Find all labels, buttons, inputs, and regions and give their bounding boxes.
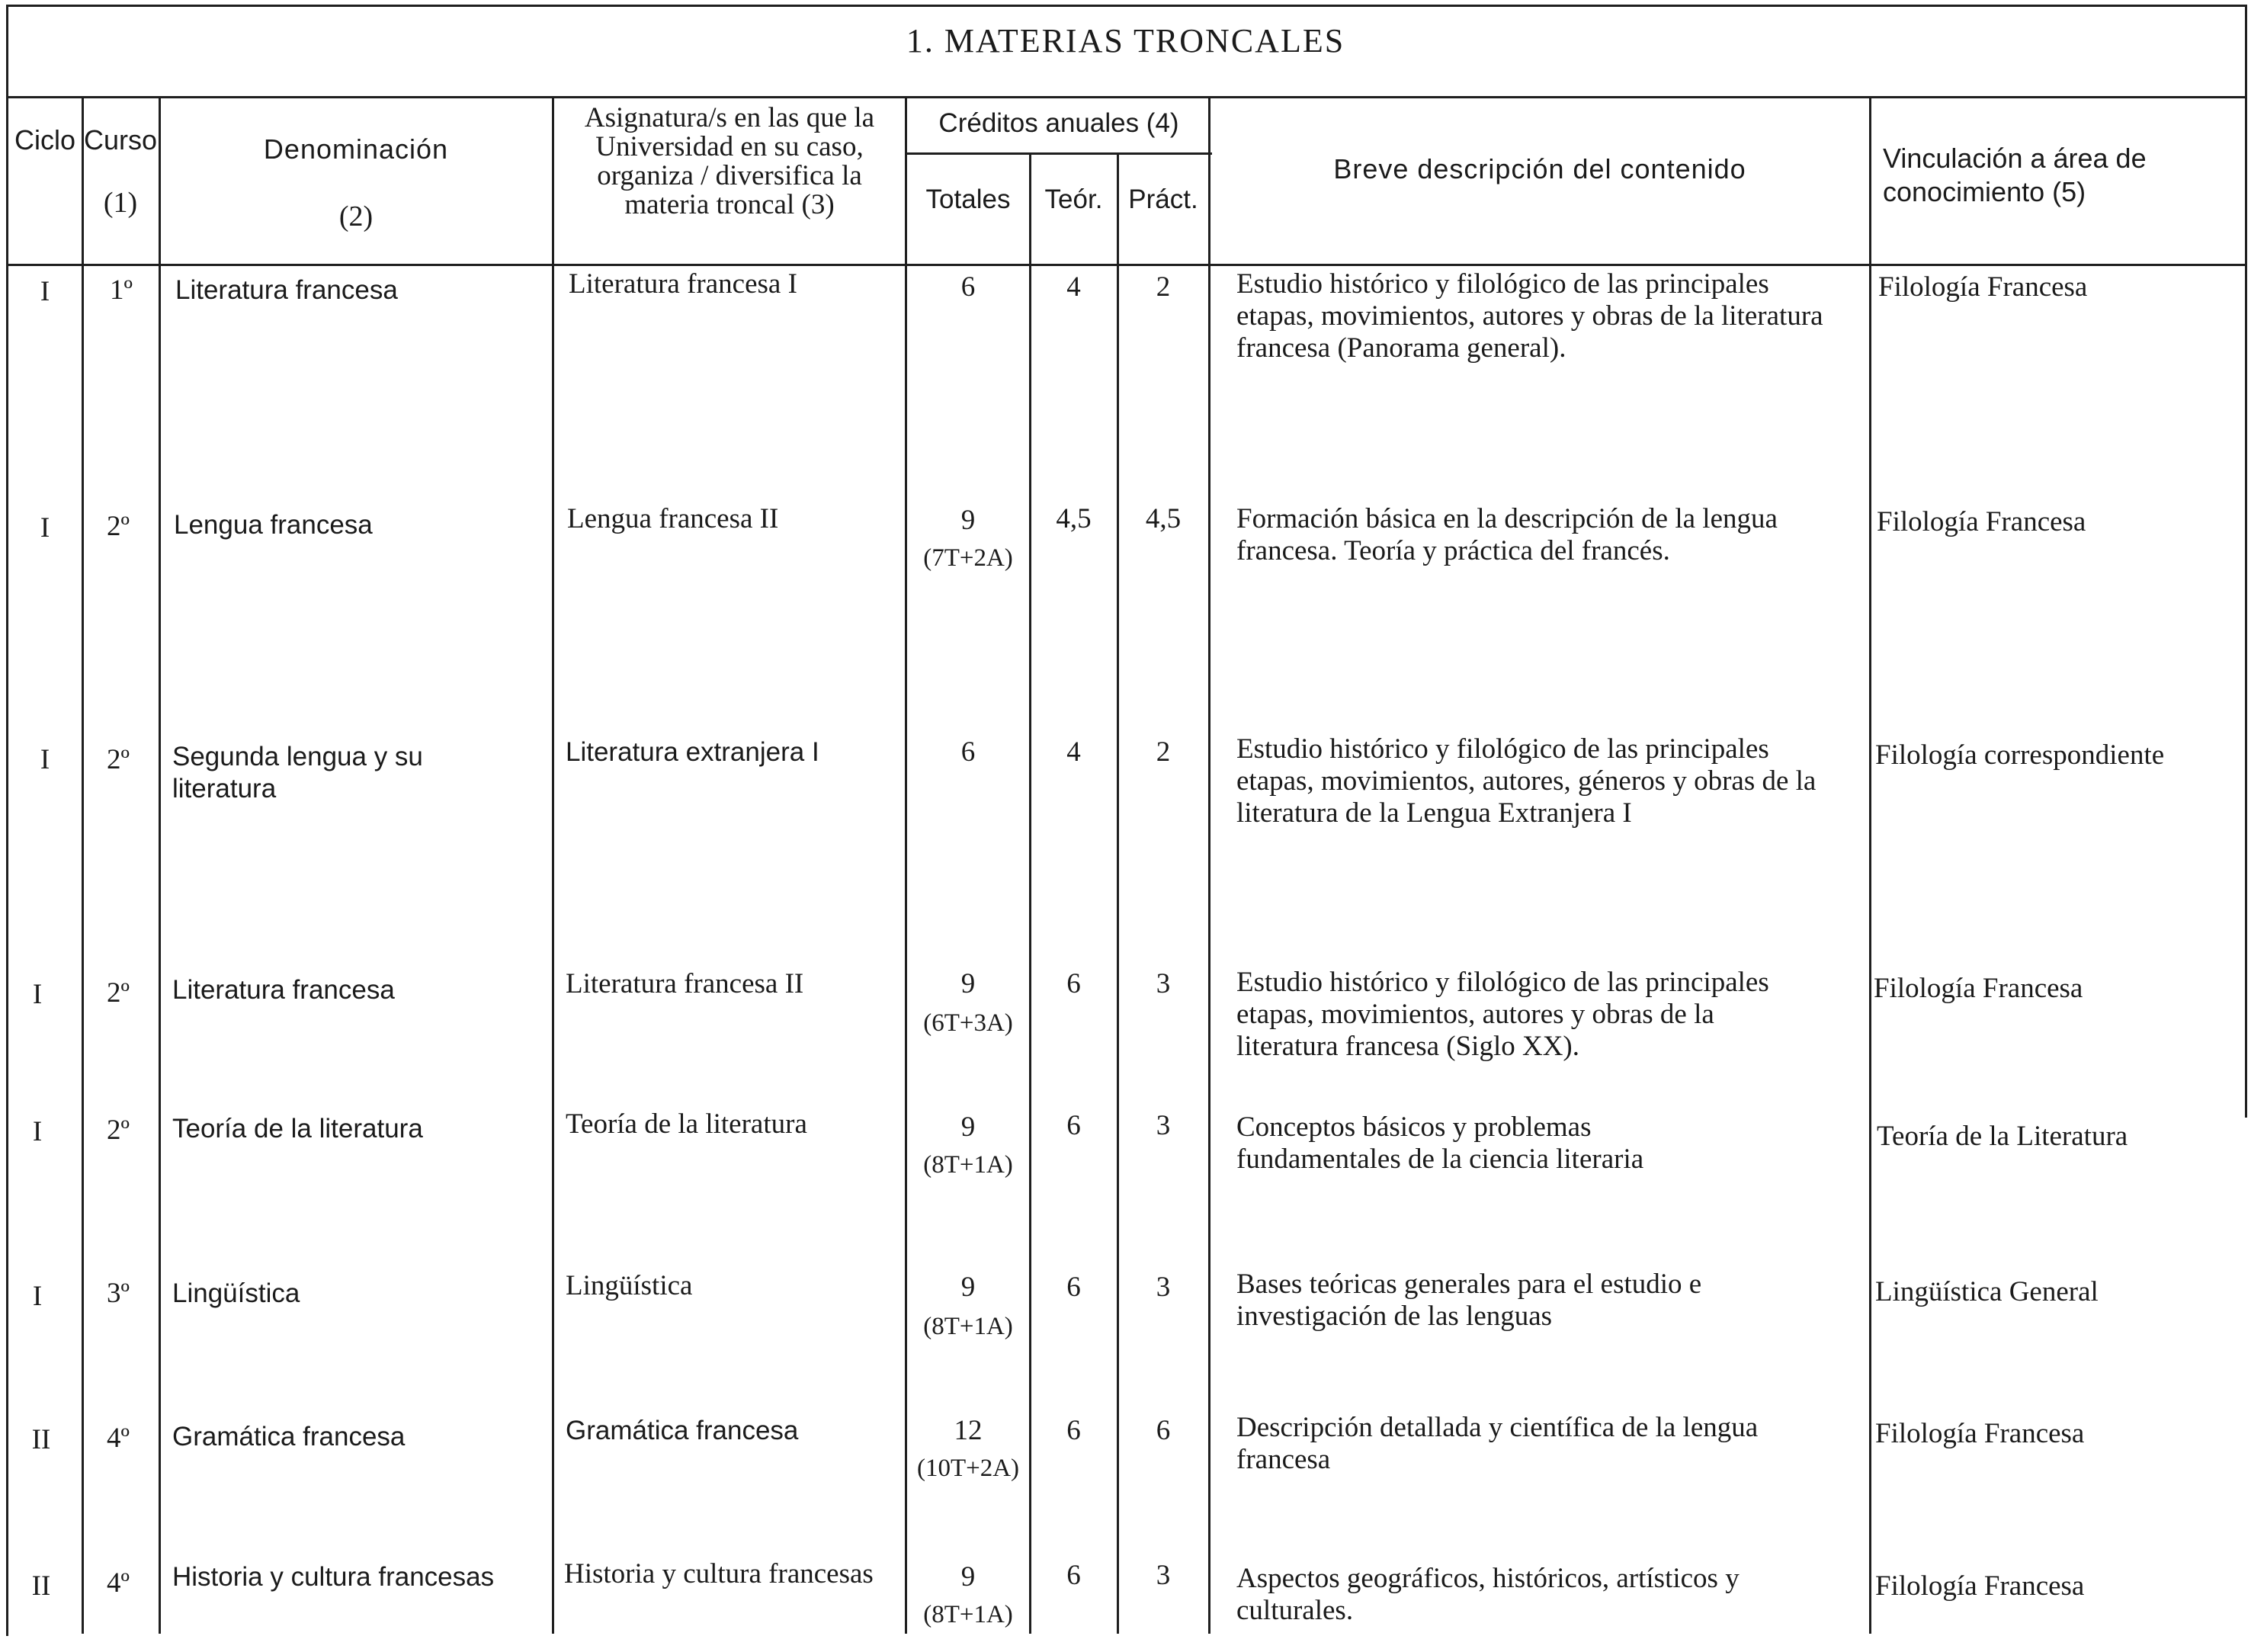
cell-teor: 4 [1066,736,1081,768]
right-border [2245,5,2247,1118]
cell-asignatura: Literatura francesa I [569,268,797,300]
cell-denominacion: Segunda lengua y su literatura [172,742,423,804]
header-creditos: Créditos anuales (4) [938,108,1179,138]
cell-pract: 3 [1156,1110,1171,1141]
cell-curso: 1º [110,274,133,306]
col-divider-pract [1208,98,1210,1634]
cell-curso: 3º [107,1278,130,1309]
header-ciclo: Ciclo [14,124,75,156]
cell-descripcion: Estudio histórico y filológico de las principales etapas, movimientos, autores y obras de la literatura francesa (Siglo XX). [1236,967,1769,1062]
cell-asignatura: Literatura francesa II [566,968,804,999]
cell-descripcion: Formación básica en la descripción de la lengua francesa. Teoría y práctica del francés. [1236,503,1778,566]
header-denominacion: Denominación [263,133,449,165]
cell-ciclo: I [40,276,50,307]
cell-totales-sub: (6T+3A) [923,1009,1013,1037]
header-vinculacion: Vinculación a área de conocimiento (5) [1883,143,2147,207]
cell-asignatura: Literatura extranjera I [566,737,819,767]
cell-ciclo: II [31,1424,51,1455]
page-title: 1. MATERIAS TRONCALES [906,22,1345,59]
cell-denominacion: Lengua francesa [174,510,373,540]
cell-teor: 6 [1066,968,1081,999]
cell-teor: 6 [1066,1415,1081,1446]
cell-asignatura: Lingüística [566,1270,693,1301]
cell-curso: 2º [107,744,130,775]
cell-totales: 9 [960,505,976,536]
cell-asignatura: Gramática francesa [566,1416,799,1445]
cell-totales: 9 [960,1561,976,1593]
cell-totales-sub: (8T+1A) [923,1313,1013,1340]
top-border [6,5,2247,7]
cell-denominacion: Literatura francesa [172,975,395,1005]
title-bottom-border [6,96,2247,98]
col-divider-totales [1029,152,1031,1634]
cell-totales: 9 [960,1111,976,1143]
cell-vinculacion: Lingüística General [1875,1276,2099,1307]
cell-totales: 6 [960,736,976,768]
cell-ciclo: I [40,512,50,544]
header-asignatura: Asignatura/s en las que la Universidad en su caso, organiza / diversifica la materia troncal (3) [584,102,875,220]
cell-vinculacion: Filología Francesa [1875,1418,2085,1449]
cell-denominacion: Teoría de la literatura [172,1114,423,1144]
creditos-subheader-border [906,152,1212,155]
col-divider-asignatura [905,98,907,1634]
cell-denominacion: Lingüística [172,1278,300,1308]
cell-vinculacion: Filología Francesa [1874,973,2083,1004]
cell-asignatura: Teoría de la literatura [566,1108,807,1140]
cell-descripcion: Bases teóricas generales para el estudio e investigación de las lenguas [1236,1269,1702,1332]
cell-totales: 9 [960,1272,976,1303]
cell-totales: 12 [954,1415,983,1446]
cell-totales-sub: (7T+2A) [923,544,1013,572]
header-totales: Totales [925,184,1011,214]
cell-teor: 6 [1066,1560,1081,1591]
cell-descripcion: Aspectos geográficos, históricos, artísticos y culturales. [1236,1563,1740,1626]
cell-vinculacion: Filología Francesa [1878,271,2088,303]
cell-denominacion: Historia y cultura francesas [172,1562,495,1592]
cell-totales: 9 [960,968,976,999]
col-divider-ciclo [82,98,84,1634]
cell-ciclo: I [40,744,50,775]
cell-pract: 3 [1156,1560,1171,1591]
cell-pract: 3 [1156,968,1171,999]
cell-curso: 2º [107,977,130,1009]
col-divider-descripcion [1869,98,1871,1634]
cell-denominacion: Literatura francesa [175,275,398,305]
cell-curso: 4º [107,1567,130,1599]
cell-totales-sub: (8T+1A) [923,1601,1013,1628]
header-pract: Práct. [1128,184,1198,214]
header-denominacion-note: (2) [338,200,374,233]
cell-pract: 4,5 [1145,503,1182,534]
header-teor: Teór. [1044,184,1103,214]
left-border [6,5,8,1636]
cell-curso: 2º [107,511,130,542]
col-divider-curso [159,98,161,1634]
cell-asignatura: Lengua francesa II [567,503,779,534]
cell-vinculacion: Filología Francesa [1877,506,2086,537]
cell-vinculacion: Filología correspondiente [1875,739,2165,771]
cell-descripcion: Conceptos básicos y problemas fundamentales de la ciencia literaria [1236,1111,1644,1175]
cell-denominacion: Gramática francesa [172,1422,406,1452]
header-curso: Curso [83,124,158,156]
cell-pract: 3 [1156,1272,1171,1303]
cell-ciclo: II [31,1570,51,1602]
cell-teor: 4 [1066,271,1081,303]
header-bottom-border [6,264,2247,266]
header-curso-note: (1) [103,187,138,219]
header-descripcion: Breve descripción del contenido [1333,153,1746,184]
cell-ciclo: I [32,1281,43,1312]
cell-curso: 2º [107,1115,130,1146]
cell-pract: 2 [1156,736,1171,768]
cell-pract: 6 [1156,1415,1171,1446]
cell-totales-sub: (8T+1A) [923,1151,1013,1179]
cell-teor: 4,5 [1056,503,1092,534]
cell-descripcion: Descripción detallada y científica de la lengua francesa [1236,1412,1759,1475]
cell-totales: 6 [960,271,976,303]
col-divider-denominacion [552,98,554,1634]
cell-ciclo: I [32,1116,43,1147]
cell-descripcion: Estudio histórico y filológico de las principales etapas, movimientos, autores, géneros y obras de la literatura de la Lengua Extranjera I [1236,733,1817,829]
cell-descripcion: Estudio histórico y filológico de las principales etapas, movimientos, autores y obras de la literatura francesa (Panorama general). [1236,268,1823,364]
cell-ciclo: I [32,979,43,1010]
col-divider-teor [1117,152,1119,1634]
cell-vinculacion: Teoría de la Literatura [1877,1121,2128,1152]
cell-pract: 2 [1156,271,1171,303]
cell-vinculacion: Filología Francesa [1875,1570,2085,1602]
cell-teor: 6 [1066,1110,1081,1141]
cell-asignatura: Historia y cultura francesas [564,1558,874,1589]
cell-curso: 4º [107,1423,130,1454]
cell-teor: 6 [1066,1272,1081,1303]
cell-totales-sub: (10T+2A) [916,1455,1020,1482]
